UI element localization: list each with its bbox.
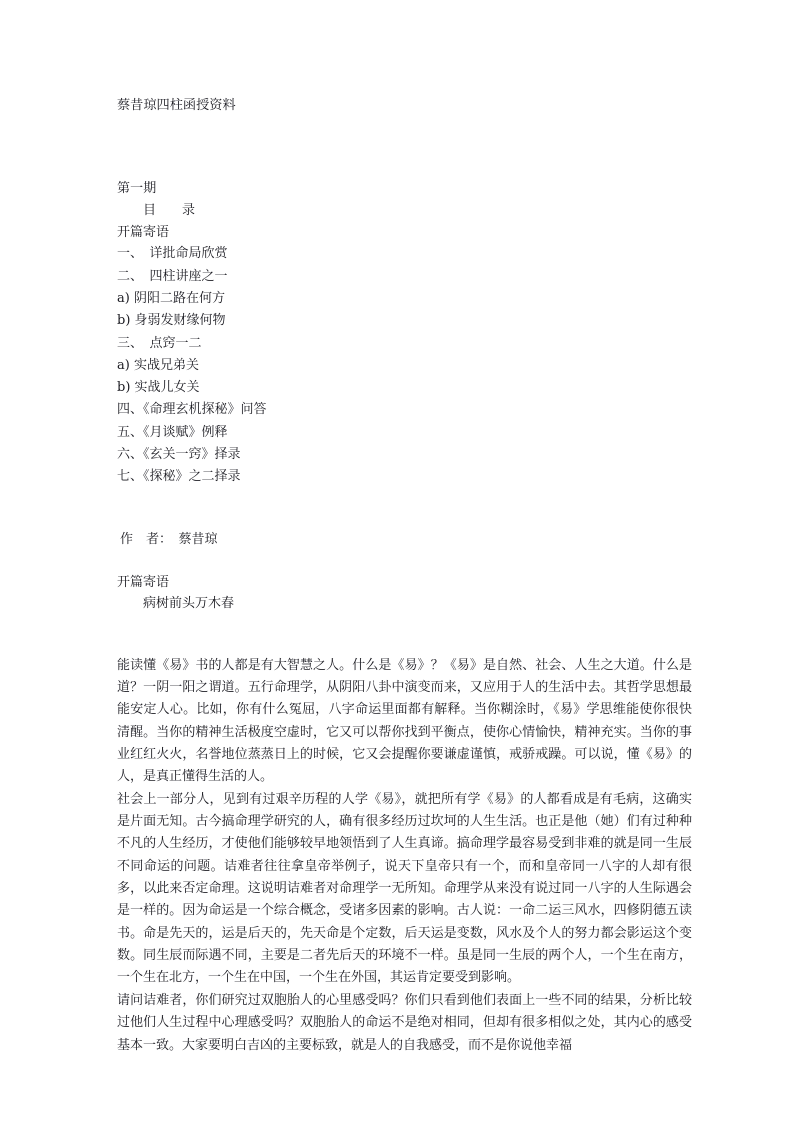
issue-label: 第一期 xyxy=(117,181,157,196)
toc-item: 五、《月谈赋》例释 xyxy=(117,424,228,440)
toc-item: a) 实战兄弟关 xyxy=(117,357,199,373)
toc-item: b) 身弱发财缘何物 xyxy=(117,313,226,329)
toc-item: a) 阴阳二路在何方 xyxy=(117,291,225,306)
spacer xyxy=(117,489,692,529)
section-heading: 开篇寄语 xyxy=(117,574,170,590)
spacer xyxy=(117,116,692,178)
toc-item: 四、《命理玄机探秘》问答 xyxy=(117,402,267,418)
section-subtitle: 病树前头万木春 xyxy=(143,596,235,612)
toc-intro: 开篇寄语 xyxy=(117,224,170,240)
body-paragraph: 请问诘难者，你们研究过双胞胎人的心里感受吗？你们只看到他们表面上一些不同的结果，分析比较过他们人生过程中心理感受吗？双胞胎人的命运不是绝对相同，但却有很多相似之处，其内心的感受基本一致。大家要明白吉凶的主要标致，就是人的自我感受，而不是你说他幸福 xyxy=(117,992,692,1053)
toc-item: 二、 四柱讲座之一 xyxy=(117,268,228,284)
toc-list xyxy=(117,243,692,488)
spacer xyxy=(117,550,692,572)
toc-item: 一、 详批命局欣赏 xyxy=(117,246,228,262)
toc-item: 三、 点窍一二 xyxy=(117,335,202,351)
toc-item: 六、《玄关一窍》择录 xyxy=(117,447,241,463)
author-line: 作 者： 蔡昔琼 xyxy=(120,531,218,547)
toc-item: 七、《探秘》之二择录 xyxy=(117,469,241,485)
body-paragraph: 能读懂《易》书的人都是有大智慧之人。什么是《易》？《易》是自然、社会、人生之大道。什么是道？一阴一阳之谓道。五行命理学，从阴阳八卦中演变而来，又应用于人的生活中去。其哲学思想最能安定人心。比如，你有什么冤屈，八字命运里面都有解释。当你糊涂时，《易》学思维能使你很快清醒。当你的精神生活极度空虚时，它又可以帮你找到平衡点，使你心情愉快，精神充实。当你的事业红红火火，名誉地位蒸蒸日上的时候，它又会提醒你要谦虚谨慎，戒骄戒躁。可以说，懂《易》的人，是真正懂得生活的人。 xyxy=(117,657,692,785)
document-title: 蔡昔琼四柱函授资料 xyxy=(117,98,236,113)
body-paragraph: 社会上一部分人，见到有过艰辛历程的人学《易》，就把所有学《易》的人都看成是有毛病，这确实是片面无知。古今搞命理学研究的人，确有很多经历过坎坷的人生生活。也正是他（她）们有过种种不凡的人生经历，才使他们能够较早地领悟到了人生真谛。搞命理学最容易受到非难的就是同一生辰不同命运的问题。诘难者往往拿皇帝举例子，说天下皇帝只有一个，而和皇帝同一八字的人却有很多，以此来否定命理。这说明诘难者对命理学一无所知。命理学从来没有说过同一八字的人生际遇会是一样的。因为命运是一个综合概念，受诸多因素的影响。古人说：一命二运三风水，四修阴德五读书。命是先天的，运是后天的，先天命是个定数，后天运是变数，风水及个人的努力都会影运这个变数。同生辰而际遇不同，主要是二者先后天的环境不一样。虽是同一生辰的两个人，一个生在南方，一个生在北方，一个生在中国，一个生在外国，其运肯定要受到影响。 xyxy=(117,791,692,986)
toc-heading: 目 录 xyxy=(143,203,196,219)
toc-item: b) 实战儿女关 xyxy=(117,380,200,396)
spacer xyxy=(117,615,692,655)
document-content xyxy=(117,96,692,1057)
